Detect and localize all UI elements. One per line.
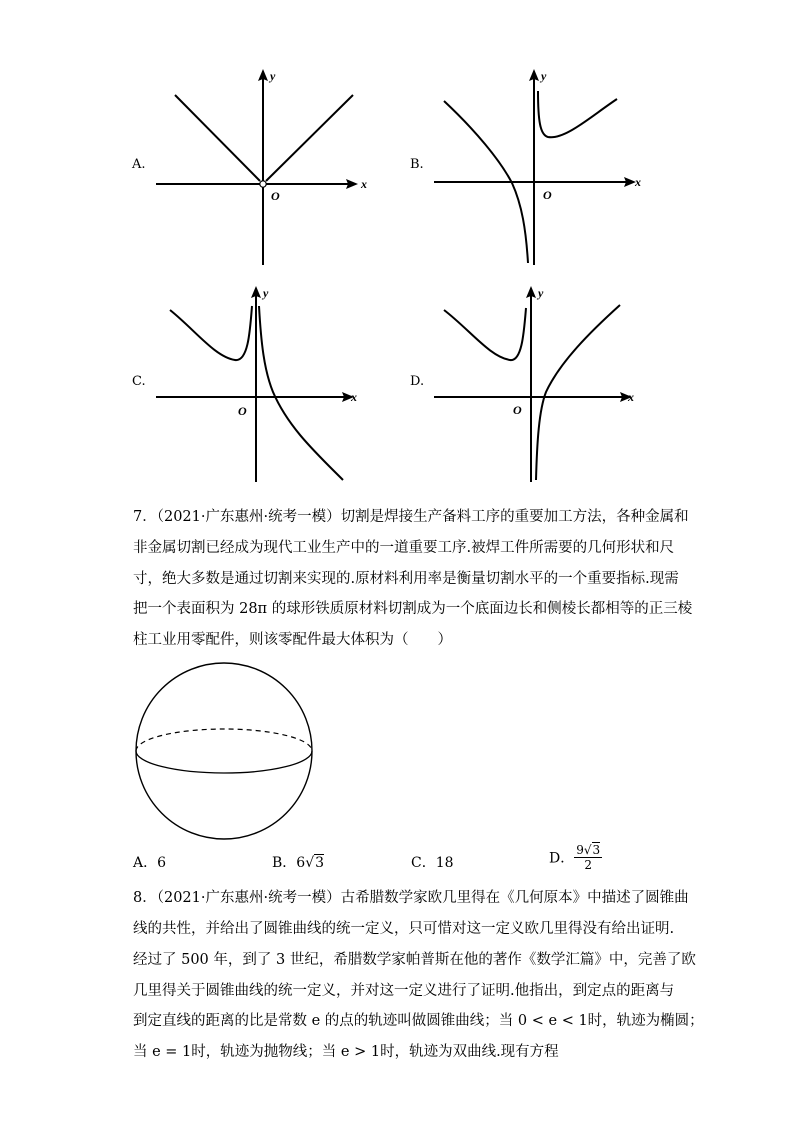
origin-label: O [543, 188, 552, 202]
choice-a[interactable] [133, 852, 166, 872]
origin-label: O [271, 189, 280, 203]
equator-back [136, 729, 312, 751]
option-d-label: D. [410, 374, 425, 389]
q8-line-4: 几里得关于圆锥曲线的统一定义，并对这一定义进行了证明.他指出，到定点的距离与 [133, 983, 675, 999]
choice-b[interactable] [272, 852, 324, 872]
curve-right-branch [538, 91, 617, 137]
choice-c-label: C． [411, 855, 436, 871]
radical-sign-icon: √ [305, 855, 315, 871]
option-c-label: C. [132, 374, 146, 389]
curve-right-branch [536, 305, 620, 480]
choice-a-value: 6 [157, 855, 167, 871]
choice-d-label: D． [549, 850, 575, 867]
q8-line-1: 8．（2021·广东惠州·统考一模）古希腊数学家欧几里得在《几何原本》中描述了圆锥曲 [133, 890, 689, 906]
curve-right [266, 95, 353, 181]
y-label: y [538, 286, 544, 300]
graph-b [430, 65, 660, 270]
q8-line-5: 到定直线的距离的比是常数 e 的点的轨迹叫做圆锥曲线；当 0 < e < 1时，轨迹为椭圆； [133, 1013, 704, 1029]
graph-a [150, 65, 380, 270]
choice-c[interactable] [411, 852, 454, 872]
x-label: x [628, 390, 634, 404]
choice-c-value: 18 [435, 855, 454, 871]
option-a-label: A. [132, 157, 146, 172]
curve-left-branch [444, 308, 526, 360]
graph-c [150, 282, 380, 487]
y-label: y [541, 69, 547, 83]
equator-front [136, 751, 312, 773]
radical-sign-icon: √ [583, 843, 592, 857]
q7-line-1: 7．（2021·广东惠州·统考一模）切割是焊接生产备料工序的重要加工方法，各种金属和 [133, 509, 689, 525]
sphere-figure [134, 663, 314, 843]
choice-d[interactable] [549, 843, 602, 872]
q8-line-2: 线的共性，并给出了圆锥曲线的统一定义，只可惜对这一定义欧几里得没有给出证明. [133, 921, 675, 937]
choice-b-coef: 6 [296, 855, 306, 871]
curve-right-branch [259, 306, 343, 480]
x-label: x [361, 177, 367, 191]
x-label: x [351, 390, 357, 404]
origin-label: O [513, 403, 522, 417]
q8-line-3: 经过了 500 年，到了 3 世纪，希腊数学家帕普斯在他的著作《数学汇篇》中，完善了欧 [133, 952, 696, 968]
q8-line-6: 当 e = 1时，轨迹为抛物线；当 e > 1时，轨迹为双曲线.现有方程 [133, 1044, 559, 1060]
choice-d-den: 2 [584, 858, 593, 872]
q7-line-3: 寸，绝大多数是通过切割来实现的.原材料利用率是衡量切割水平的一个重要指标.现需 [133, 571, 679, 587]
y-label: y [263, 286, 269, 300]
q7-line-5: 柱工业用零配件，则该零配件最大体积为（ ） [133, 632, 452, 648]
q7-line-2: 非金属切割已经成为现代工业生产中的一道重要工序.被焊工件所需要的几何形状和尺 [133, 540, 675, 556]
curve-left-branch [170, 306, 252, 360]
x-label: x [635, 175, 641, 189]
q7-line-4: 把一个表面积为 28π 的球形铁质原材料切割成为一个底面边长和侧棱长都相等的正三棱 [133, 601, 693, 617]
choice-d-num-rad: 3 [592, 843, 601, 857]
curve-left [175, 95, 260, 181]
origin-label: O [238, 404, 247, 418]
open-point [260, 181, 266, 187]
sphere-outline [136, 663, 312, 839]
choice-b-label: B． [272, 855, 297, 871]
option-b-label: B. [410, 157, 424, 172]
y-label: y [270, 69, 276, 83]
choice-a-label: A． [133, 855, 158, 871]
choice-d-num-coef: 9 [576, 843, 584, 857]
choice-b-rad: 3 [315, 855, 325, 871]
graph-d [430, 282, 660, 487]
choice-d-fraction [574, 843, 602, 872]
